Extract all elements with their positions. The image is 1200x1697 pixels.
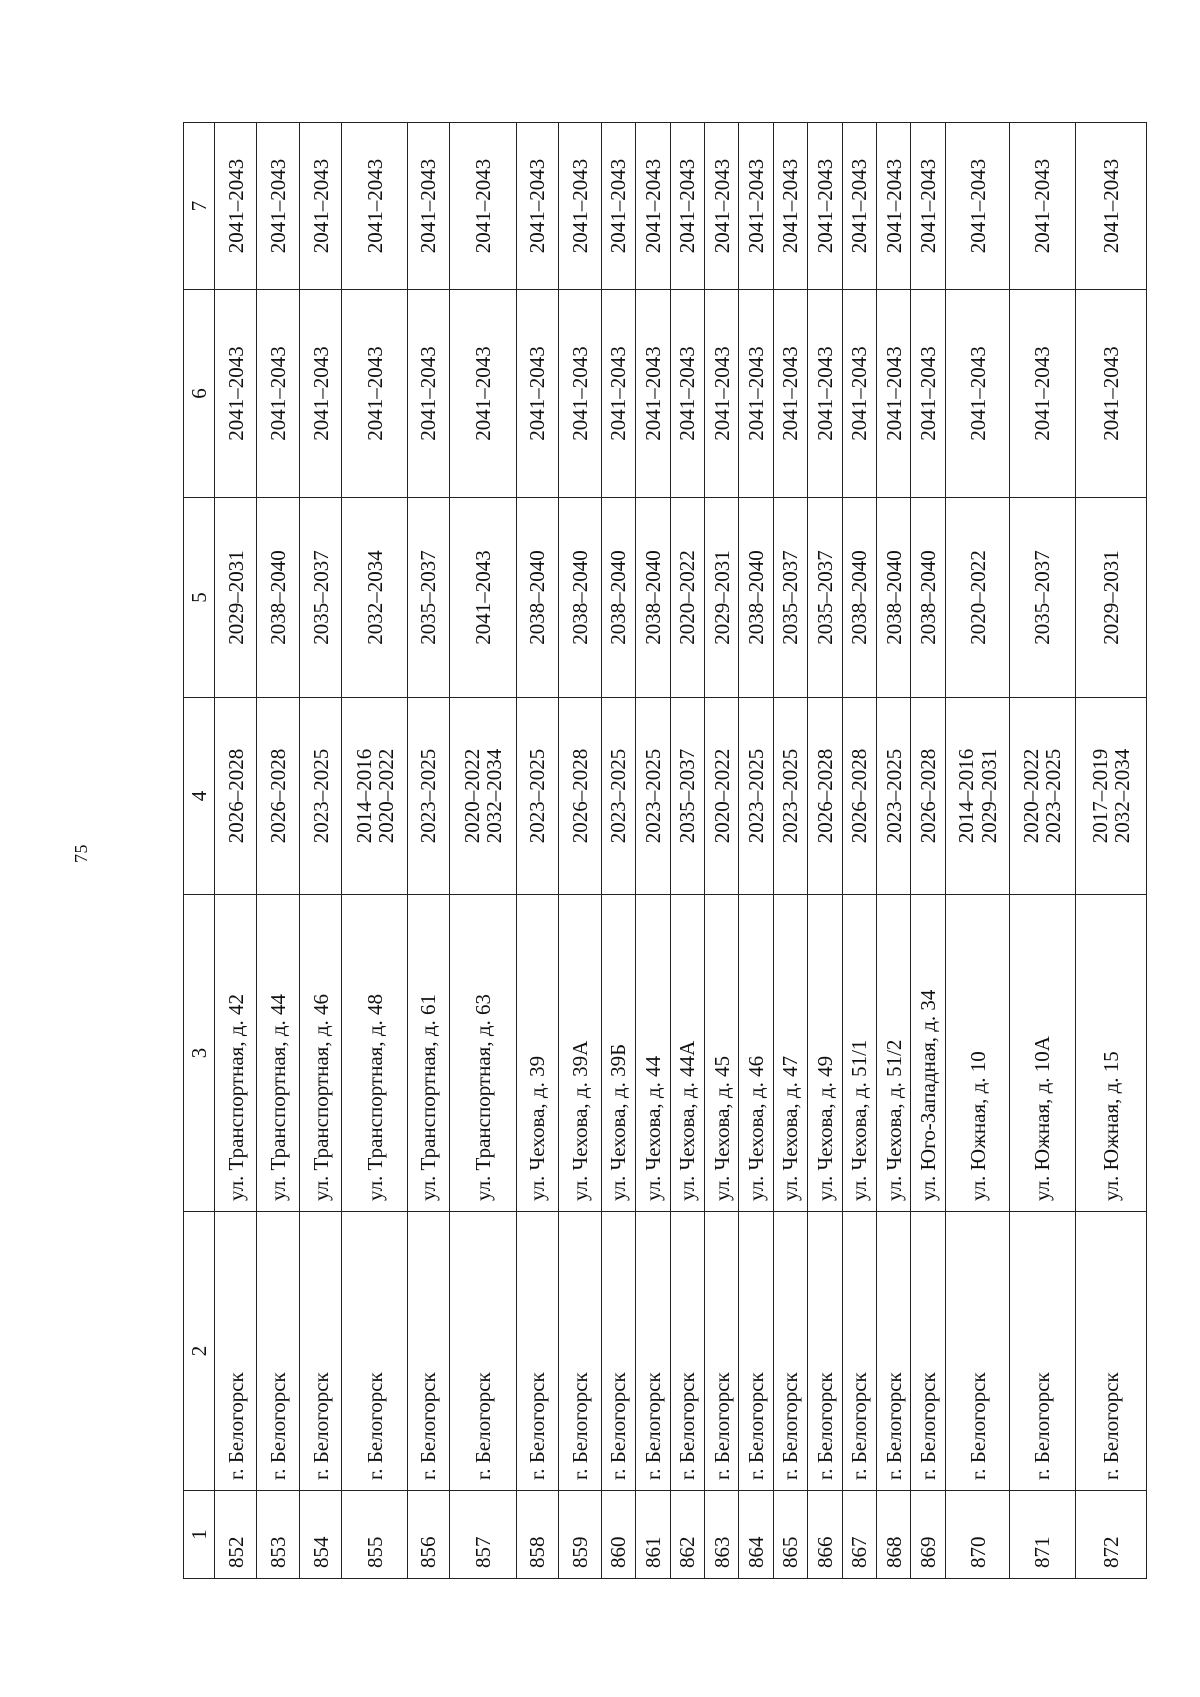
row-number: 855 (342, 1491, 407, 1579)
city-cell: г. Белогорск (739, 1212, 773, 1491)
period-col6-cell: 2041–2043 (704, 290, 738, 498)
row-number: 867 (842, 1491, 876, 1579)
table-row (773, 123, 807, 1579)
row-number: 856 (407, 1491, 449, 1579)
period-line: 2017–2019 (1087, 748, 1112, 844)
period-col7-cell: 2041–2043 (342, 123, 407, 290)
period-line: 2026–2028 (223, 748, 248, 844)
period-col6-cell: 2041–2043 (739, 290, 773, 498)
address-cell: ул. Транспортная, д. 42 (214, 895, 256, 1212)
period-col7-cell: 2041–2043 (877, 123, 911, 290)
city-cell: г. Белогорск (516, 1212, 558, 1491)
address-cell: ул. Чехова, д. 39 (516, 895, 558, 1212)
period-line: 2020–2022 (1019, 748, 1044, 844)
city-cell: г. Белогорск (214, 1212, 256, 1491)
period-col6-cell: 2041–2043 (670, 290, 704, 498)
period-col7-cell: 2041–2043 (559, 123, 601, 290)
period-line: 2023–2025 (1041, 748, 1066, 844)
row-number: 857 (450, 1491, 517, 1579)
period-col5-cell: 2038–2040 (911, 498, 945, 698)
city-cell: г. Белогорск (704, 1212, 738, 1491)
period-line: 2023–2025 (778, 748, 803, 844)
period-col7-cell: 2041–2043 (704, 123, 738, 290)
period-col6-cell: 2041–2043 (601, 290, 635, 498)
address-cell: ул. Чехова, д. 46 (739, 895, 773, 1212)
period-col5-cell: 2038–2040 (842, 498, 876, 698)
address-cell: ул. Чехова, д. 49 (808, 895, 842, 1212)
table-row (601, 123, 635, 1579)
period-col6-cell: 2041–2043 (450, 290, 517, 498)
period-col5-cell: 2038–2040 (636, 498, 670, 698)
period-line: 2020–2022 (709, 748, 734, 844)
header-row (184, 123, 215, 1579)
period-col6-cell: 2041–2043 (636, 290, 670, 498)
city-cell: г. Белогорск (450, 1212, 517, 1491)
period-col6-cell: 2041–2043 (945, 290, 1009, 498)
period-line: 2026–2028 (916, 748, 941, 844)
header-col-1: 1 (184, 1491, 215, 1579)
period-col5-cell: 2035–2037 (299, 498, 341, 698)
header-col-7: 7 (184, 123, 215, 290)
period-col4-cell (407, 698, 449, 895)
address-cell: ул. Южная, д. 10 (945, 895, 1009, 1212)
period-col6-cell: 2041–2043 (877, 290, 911, 498)
city-cell: г. Белогорск (559, 1212, 601, 1491)
city-cell: г. Белогорск (342, 1212, 407, 1491)
table-row (877, 123, 911, 1579)
period-line: 2023–2025 (744, 748, 769, 844)
row-number: 863 (704, 1491, 738, 1579)
period-col5-cell: 2038–2040 (516, 498, 558, 698)
city-cell: г. Белогорск (1075, 1212, 1146, 1491)
period-col7-cell: 2041–2043 (636, 123, 670, 290)
period-col6-cell: 2041–2043 (1075, 290, 1146, 498)
period-col6-cell: 2041–2043 (842, 290, 876, 498)
city-cell: г. Белогорск (299, 1212, 341, 1491)
period-col4-cell (342, 698, 407, 895)
header-col-2: 2 (184, 1212, 215, 1491)
row-number: 872 (1075, 1491, 1146, 1579)
city-cell: г. Белогорск (945, 1212, 1009, 1491)
period-col5-cell: 2035–2037 (773, 498, 807, 698)
period-col5-cell: 2029–2031 (704, 498, 738, 698)
table-row (842, 123, 876, 1579)
table-row (704, 123, 738, 1579)
period-col7-cell: 2041–2043 (299, 123, 341, 290)
period-col5-cell: 2041–2043 (450, 498, 517, 698)
period-col5-cell: 2035–2037 (407, 498, 449, 698)
row-number: 866 (808, 1491, 842, 1579)
period-col6-cell: 2041–2043 (808, 290, 842, 498)
period-col5-cell: 2035–2037 (1010, 498, 1075, 698)
period-line: 2023–2025 (606, 748, 631, 844)
row-number: 858 (516, 1491, 558, 1579)
table-row (1075, 123, 1146, 1579)
row-number: 865 (773, 1491, 807, 1579)
table-row (559, 123, 601, 1579)
row-number: 870 (945, 1491, 1009, 1579)
city-cell: г. Белогорск (877, 1212, 911, 1491)
table-row (670, 123, 704, 1579)
header-col-5: 5 (184, 498, 215, 698)
address-cell: ул. Юго-Западная, д. 34 (911, 895, 945, 1212)
period-line: 2026–2028 (812, 748, 837, 844)
address-cell: ул. Транспортная, д. 46 (299, 895, 341, 1212)
period-col4-cell (877, 698, 911, 895)
period-col5-cell: 2038–2040 (257, 498, 299, 698)
period-col4-cell (299, 698, 341, 895)
period-col5-cell: 2035–2037 (808, 498, 842, 698)
period-col7-cell: 2041–2043 (516, 123, 558, 290)
period-col6-cell: 2041–2043 (559, 290, 601, 498)
period-col4-cell (773, 698, 807, 895)
period-col4-cell (739, 698, 773, 895)
row-number: 861 (636, 1491, 670, 1579)
table-row (257, 123, 299, 1579)
period-line: 2035–2037 (675, 748, 700, 844)
period-col5-cell: 2020–2022 (945, 498, 1009, 698)
row-number: 853 (257, 1491, 299, 1579)
period-col6-cell: 2041–2043 (1010, 290, 1075, 498)
table-row (911, 123, 945, 1579)
period-line: 2032–2034 (1109, 748, 1134, 844)
page-number: 75 (71, 844, 91, 863)
row-number: 869 (911, 1491, 945, 1579)
address-cell: ул. Транспортная, д. 61 (407, 895, 449, 1212)
period-line: 2026–2028 (567, 748, 592, 844)
table-row (342, 123, 407, 1579)
table-row (636, 123, 670, 1579)
header-col-6: 6 (184, 290, 215, 498)
address-cell: ул. Южная, д. 15 (1075, 895, 1146, 1212)
address-cell: ул. Чехова, д. 45 (704, 895, 738, 1212)
address-cell: ул. Чехова, д. 51/2 (877, 895, 911, 1212)
city-cell: г. Белогорск (808, 1212, 842, 1491)
period-col7-cell: 2041–2043 (842, 123, 876, 290)
row-number: 860 (601, 1491, 635, 1579)
address-cell: ул. Южная, д. 10А (1010, 895, 1075, 1212)
city-cell: г. Белогорск (842, 1212, 876, 1491)
period-col4-cell (945, 698, 1009, 895)
period-col7-cell: 2041–2043 (945, 123, 1009, 290)
period-col7-cell: 2041–2043 (773, 123, 807, 290)
table-row (214, 123, 256, 1579)
period-line: 2014–2016 (954, 748, 979, 844)
period-line: 2023–2025 (525, 748, 550, 844)
period-col6-cell: 2041–2043 (911, 290, 945, 498)
period-col4-cell (808, 698, 842, 895)
table-row (808, 123, 842, 1579)
row-number: 868 (877, 1491, 911, 1579)
period-col5-cell: 2038–2040 (559, 498, 601, 698)
address-cell: ул. Транспортная, д. 48 (342, 895, 407, 1212)
row-number: 864 (739, 1491, 773, 1579)
period-line: 2026–2028 (266, 748, 291, 844)
period-col5-cell: 2038–2040 (877, 498, 911, 698)
period-col7-cell: 2041–2043 (257, 123, 299, 290)
city-cell: г. Белогорск (407, 1212, 449, 1491)
city-cell: г. Белогорск (1010, 1212, 1075, 1491)
period-col5-cell: 2029–2031 (1075, 498, 1146, 698)
row-number: 862 (670, 1491, 704, 1579)
table-row (450, 123, 517, 1579)
period-col7-cell: 2041–2043 (1010, 123, 1075, 290)
table-row (739, 123, 773, 1579)
period-line: 2023–2025 (308, 748, 333, 844)
period-col5-cell: 2032–2034 (342, 498, 407, 698)
table-row (407, 123, 449, 1579)
row-number: 852 (214, 1491, 256, 1579)
period-col7-cell: 2041–2043 (601, 123, 635, 290)
address-cell: ул. Чехова, д. 51/1 (842, 895, 876, 1212)
period-col5-cell: 2029–2031 (214, 498, 256, 698)
period-col5-cell: 2038–2040 (739, 498, 773, 698)
schedule-table-container (183, 123, 1147, 1579)
address-cell: ул. Чехова, д. 44А (670, 895, 704, 1212)
period-col4-cell (842, 698, 876, 895)
address-cell: ул. Чехова, д. 44 (636, 895, 670, 1212)
period-line: 2023–2025 (416, 748, 441, 844)
period-line: 2023–2025 (640, 748, 665, 844)
address-cell: ул. Транспортная, д. 44 (257, 895, 299, 1212)
period-col5-cell: 2020–2022 (670, 498, 704, 698)
city-cell: г. Белогорск (773, 1212, 807, 1491)
period-col7-cell: 2041–2043 (808, 123, 842, 290)
period-col6-cell: 2041–2043 (407, 290, 449, 498)
period-col4-cell (450, 698, 517, 895)
period-col6-cell: 2041–2043 (342, 290, 407, 498)
header-col-3: 3 (184, 895, 215, 1212)
period-col6-cell: 2041–2043 (516, 290, 558, 498)
period-col6-cell: 2041–2043 (773, 290, 807, 498)
row-number: 859 (559, 1491, 601, 1579)
period-line: 2032–2034 (482, 748, 506, 844)
period-col4-cell (257, 698, 299, 895)
period-col7-cell: 2041–2043 (670, 123, 704, 290)
period-col7-cell: 2041–2043 (407, 123, 449, 290)
period-col4-cell (559, 698, 601, 895)
period-col7-cell: 2041–2043 (911, 123, 945, 290)
period-col7-cell: 2041–2043 (214, 123, 256, 290)
table-row (1010, 123, 1075, 1579)
table-row (516, 123, 558, 1579)
address-cell: ул. Чехова, д. 39А (559, 895, 601, 1212)
header-col-4: 4 (184, 698, 215, 895)
period-col7-cell: 2041–2043 (1075, 123, 1146, 290)
period-col7-cell: 2041–2043 (450, 123, 517, 290)
period-col4-cell (670, 698, 704, 895)
row-number: 854 (299, 1491, 341, 1579)
period-line: 2014–2016 (351, 748, 376, 844)
period-col4-cell (911, 698, 945, 895)
period-line: 2020–2022 (373, 748, 398, 844)
city-cell: г. Белогорск (670, 1212, 704, 1491)
period-col4-cell (601, 698, 635, 895)
period-col6-cell: 2041–2043 (214, 290, 256, 498)
period-line: 2023–2025 (881, 748, 906, 844)
period-col6-cell: 2041–2043 (299, 290, 341, 498)
period-col5-cell: 2038–2040 (601, 498, 635, 698)
period-col7-cell: 2041–2043 (739, 123, 773, 290)
table-row (299, 123, 341, 1579)
row-number: 871 (1010, 1491, 1075, 1579)
address-cell: ул. Чехова, д. 39Б (601, 895, 635, 1212)
period-col4-cell (636, 698, 670, 895)
city-cell: г. Белогорск (911, 1212, 945, 1491)
city-cell: г. Белогорск (257, 1212, 299, 1491)
period-col4-cell (516, 698, 558, 895)
period-line: 2026–2028 (847, 748, 872, 844)
address-cell: ул. Транспортная, д. 63 (450, 895, 517, 1212)
city-cell: г. Белогорск (601, 1212, 635, 1491)
period-col4-cell (214, 698, 256, 895)
period-col4-cell (1075, 698, 1146, 895)
address-cell: ул. Чехова, д. 47 (773, 895, 807, 1212)
table-row (945, 123, 1009, 1579)
schedule-table (183, 122, 1147, 1579)
period-col4-cell (1010, 698, 1075, 895)
period-line: 2020–2022 (459, 748, 484, 844)
period-col6-cell: 2041–2043 (257, 290, 299, 498)
period-line: 2029–2031 (976, 748, 1001, 844)
period-col4-cell (704, 698, 738, 895)
city-cell: г. Белогорск (636, 1212, 670, 1491)
